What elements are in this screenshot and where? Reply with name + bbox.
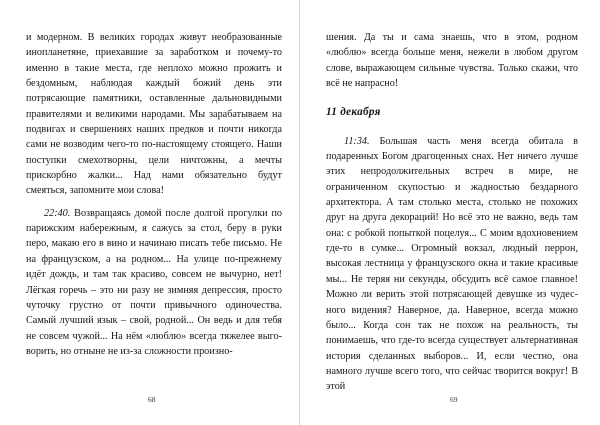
left-paragraph-1: и модерном. В великих городах живут необразованные инопланетяне, приехавшие за заработком и почему-то именно в такие места, где неплохо можно прожить и бездомным, наблюдая каждый божий день эти потрясающие памятники, оставленные дальновидными правителями и великими народами. Мы зарабатываем на подвигах и свершениях наших предков и почти никогда сами не возводим чего-то по-настоящему стоящего. Наши поступки смехотворны, цели ничтожны, а мечты прискорбно жалки... Над нами обязательно будут смеяться, запомните мои слова!	[26, 32, 282, 197]
page-number-left: 68	[148, 395, 156, 404]
date-heading: 11 декабря	[326, 106, 381, 119]
left-paragraph-2-body: Возвращаясь домой после долгой прогулки по парижским набережным, я сажусь за стол, беру в руки перо, макаю его в вино и начинаю писать тебе письмо. Не на французском, а на родном... На улице по-прежнему идёт дождь, и там так красиво, совсем не вычурно, нет! Лёгкая горечь – это ни разу не зимняя депрессия, просто чуточку грустно от почти привычного одиночества. Самый лучший язык – свой, родной... Он ведь и для тебя не совсем чужой... На нём «люблю» всегда тяжелее выговорить, но отныне не из-за сложности произно-	[26, 207, 282, 357]
left-paragraph-2	[26, 206, 282, 359]
right-paragraph-2	[326, 134, 578, 395]
page-number-right: 69	[450, 395, 458, 404]
right-paragraph-2-body: Большая часть меня всегда обитала в подаренных Богом драгоценных снах. Нет ничего лучше этих непродолжительных встреч в мире, не ограниченном скупостью и жадностью бездарного архитектора. А там столько места, столько не похожих друг на друга декораций! Но всё это не важно, ведь там она: с робкой попыткой поцелуя... С моим вдохновением где-то в сумке... Огромный вокзал, людный перрон, высокая лестница у французского окна и такие красивые мы... Не теряя ни секунды, обсудить всё самое главное! Можно ли верить этой потрясающей девушке из чудесного видения? Наверное, да. Наверное, всегда можно было... Когда сон так не похож на реальность, ты понимаешь, что где-то всегда существует альтернативная история сделанных выборов... И, если честно, она намного лучше всего того, что сейчас творится вокруг! В этой	[326, 135, 578, 393]
left-page-text	[26, 30, 282, 359]
entry-time-1134: 11:34.	[344, 135, 370, 147]
right-paragraph-1: шения. Да ты и сама знаешь, что в этом, родном «люблю» всегда больше меня, нежели в любом другом слове, выражающем сильные чувства. Только скажи, что всё не напрасно!	[326, 32, 578, 90]
entry-time-2240: 22:40.	[44, 207, 71, 219]
right-page	[300, 0, 600, 425]
right-page-text	[326, 30, 578, 395]
